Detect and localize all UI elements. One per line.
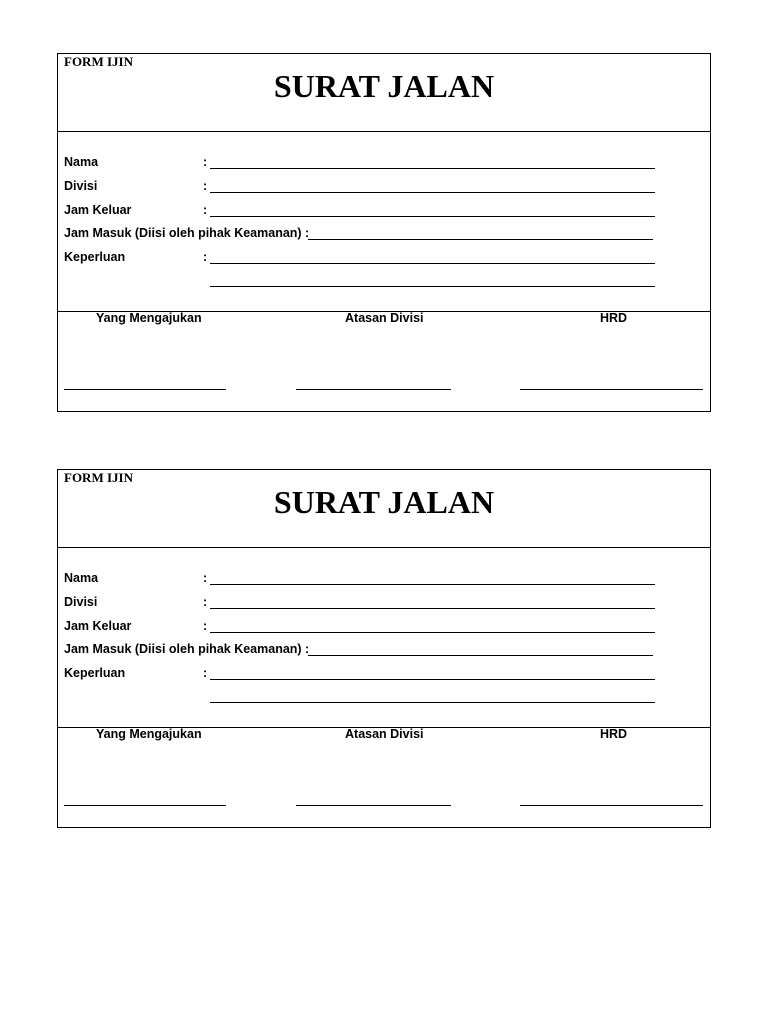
form-title: SURAT JALAN bbox=[273, 484, 495, 520]
field-label: Jam Masuk (Diisi oleh pihak Keamanan) : bbox=[64, 642, 310, 656]
field-colon: : bbox=[203, 155, 208, 169]
field-label: Divisi bbox=[64, 179, 98, 193]
field-colon: : bbox=[203, 595, 208, 609]
keperluan-input-line-2[interactable] bbox=[210, 702, 655, 703]
keperluan-input-line-2[interactable] bbox=[210, 286, 655, 287]
keperluan-input-line[interactable] bbox=[210, 679, 655, 680]
field-colon: : bbox=[203, 619, 208, 633]
signature-label-pengaju: Yang Mengajukan bbox=[96, 311, 202, 325]
keperluan-input-line[interactable] bbox=[210, 263, 655, 264]
nama-input-line[interactable] bbox=[210, 584, 655, 585]
field-label: Nama bbox=[64, 571, 99, 585]
divisi-input-line[interactable] bbox=[210, 192, 655, 193]
signature-label-hrd: HRD bbox=[600, 311, 628, 325]
signature-label-atasan: Atasan Divisi bbox=[345, 727, 424, 741]
form-header bbox=[58, 54, 710, 132]
form-fields bbox=[58, 131, 710, 312]
field-colon: : bbox=[203, 250, 208, 264]
signature-line-hrd[interactable] bbox=[520, 805, 703, 806]
field-colon: : bbox=[203, 571, 208, 585]
field-colon: : bbox=[203, 179, 208, 193]
jam-keluar-input-line[interactable] bbox=[210, 216, 655, 217]
surat-jalan-form bbox=[57, 469, 711, 828]
form-label: FORM IJIN bbox=[64, 54, 133, 69]
form-header bbox=[58, 470, 710, 548]
form-label: FORM IJIN bbox=[64, 470, 133, 485]
field-label: Jam Keluar bbox=[64, 203, 132, 217]
field-colon: : bbox=[203, 666, 208, 680]
field-colon: : bbox=[203, 203, 208, 217]
signature-line-pengaju[interactable] bbox=[64, 389, 226, 390]
jam-keluar-input-line[interactable] bbox=[210, 632, 655, 633]
jam-masuk-input-line[interactable] bbox=[308, 655, 653, 656]
field-label: Keperluan bbox=[64, 250, 126, 264]
form-title: SURAT JALAN bbox=[273, 68, 495, 104]
signature-label-atasan: Atasan Divisi bbox=[345, 311, 424, 325]
field-label: Nama bbox=[64, 155, 99, 169]
signature-line-hrd[interactable] bbox=[520, 389, 703, 390]
signature-line-atasan[interactable] bbox=[296, 805, 451, 806]
signature-line-atasan[interactable] bbox=[296, 389, 451, 390]
signature-label-hrd: HRD bbox=[600, 727, 628, 741]
jam-masuk-input-line[interactable] bbox=[308, 239, 653, 240]
field-label: Jam Masuk (Diisi oleh pihak Keamanan) : bbox=[64, 226, 310, 240]
divisi-input-line[interactable] bbox=[210, 608, 655, 609]
signature-label-pengaju: Yang Mengajukan bbox=[96, 727, 202, 741]
surat-jalan-form bbox=[57, 53, 711, 412]
nama-input-line[interactable] bbox=[210, 168, 655, 169]
form-fields bbox=[58, 547, 710, 728]
field-label: Keperluan bbox=[64, 666, 126, 680]
signature-line-pengaju[interactable] bbox=[64, 805, 226, 806]
field-label: Divisi bbox=[64, 595, 98, 609]
field-label: Jam Keluar bbox=[64, 619, 132, 633]
